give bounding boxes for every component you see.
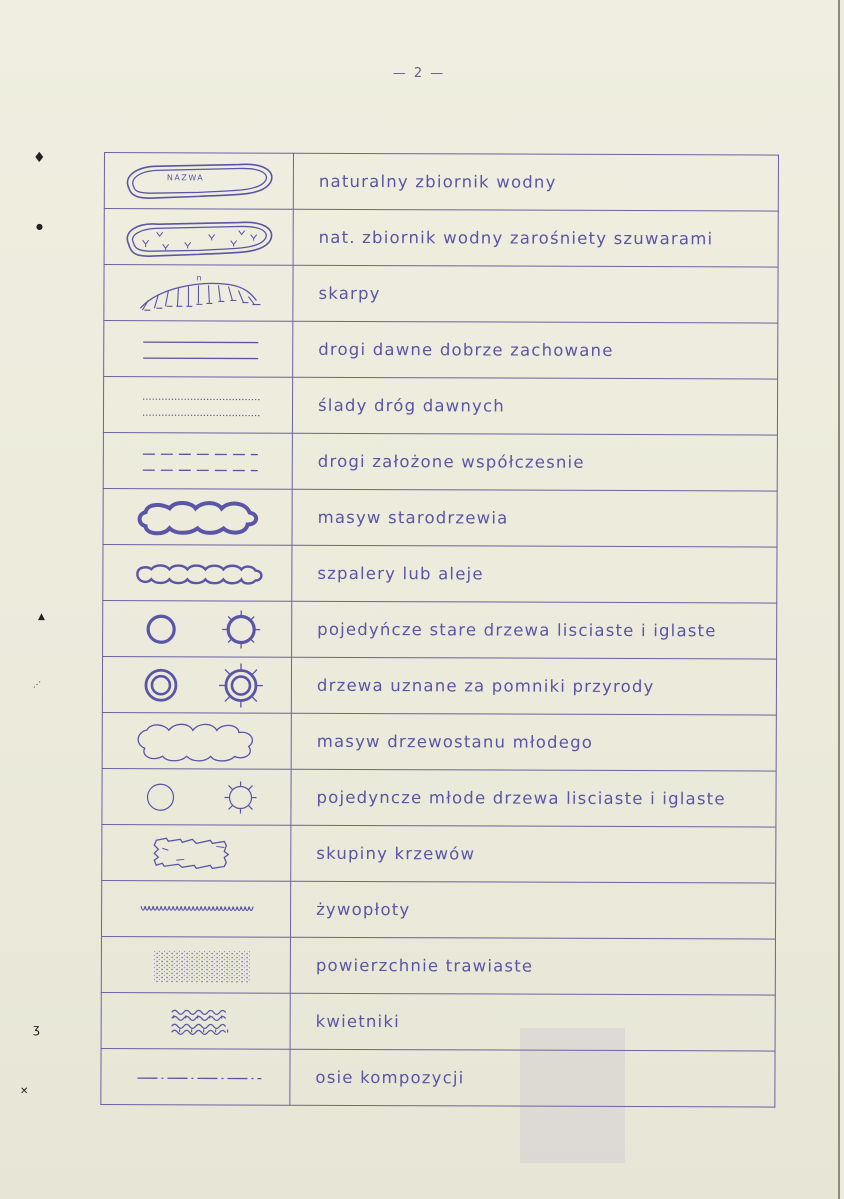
margin-mark: ♦ (33, 150, 46, 166)
legend-row (104, 209, 778, 268)
young-forest-icon (117, 716, 277, 767)
old-forest-icon (118, 494, 278, 541)
legend-row (102, 712, 776, 771)
legend-row (101, 880, 775, 939)
legend-row (104, 321, 778, 380)
legend-label: skupiny krzewów (291, 825, 776, 883)
legend-label: żywopłoty (290, 881, 775, 939)
monument-trees-icon (117, 660, 277, 711)
dotted-lines-icon (118, 382, 278, 429)
legend-row (101, 936, 775, 995)
legend-symbol-cell (103, 377, 292, 434)
legend-label: szpalery lub aleje (292, 545, 777, 603)
escarpment-icon (118, 270, 278, 317)
legend-label: pojedyncze młode drzewa lisciaste i iglaste (291, 769, 776, 827)
lake-icon (119, 158, 279, 205)
legend-label: drogi dawne dobrze zachowane (293, 321, 778, 379)
page-number: — 2 — (392, 66, 446, 81)
legend-table (100, 152, 779, 1108)
margin-mark: ✕ (20, 1086, 29, 1097)
legend-row (103, 377, 777, 436)
flowerbed-icon (116, 996, 276, 1047)
legend-symbol-cell (102, 824, 291, 881)
legend-symbol-cell (101, 936, 290, 993)
legend-symbol-cell (104, 209, 293, 266)
legend-row (101, 992, 775, 1051)
legend-row (102, 768, 776, 827)
legend-label: skarpy (293, 265, 778, 323)
legend-symbol-cell (104, 265, 293, 322)
legend-label: drogi założone współczesnie (292, 433, 777, 491)
margin-mark: ⋰ (33, 680, 41, 689)
legend-row (103, 600, 777, 659)
legend-symbol-cell (103, 600, 292, 657)
margin-mark: ● (36, 222, 43, 231)
legend-row (104, 153, 778, 212)
legend-label: drzewa uznane za pomniki przyrody (291, 657, 776, 715)
legend-row (103, 488, 777, 547)
legend-label: nat. zbiornik wodny zarośniety szuwarami (293, 209, 778, 267)
shrubs-icon (116, 828, 276, 879)
avenue-icon (117, 550, 277, 597)
legend-symbol-cell (102, 712, 291, 769)
hedge-icon (116, 886, 276, 933)
legend-label: kwietniki (290, 993, 775, 1051)
old-trees-icon (117, 604, 277, 655)
margin-mark: ▲ (38, 612, 45, 622)
legend-row (103, 544, 777, 603)
legend-symbol-cell (102, 768, 291, 825)
reed-lake-icon (119, 214, 279, 261)
legend-symbol-cell (104, 153, 293, 210)
legend-symbol-cell (101, 880, 290, 937)
axis-icon (115, 1054, 275, 1101)
legend-label: pojedyńcze stare drzewa lisciaste i iglaste (292, 601, 777, 659)
legend-label: powierzchnie trawiaste (290, 937, 775, 995)
legend-symbol-cell (103, 488, 292, 545)
legend-symbol-cell (101, 992, 290, 1049)
legend-label: ślady dróg dawnych (292, 377, 777, 435)
lake-name-text: NAZWA (166, 172, 205, 182)
legend-row (101, 1048, 775, 1107)
legend-row (104, 265, 778, 324)
dashed-lines-icon (118, 438, 278, 485)
legend-label: osie kompozycji (290, 1049, 775, 1107)
legend-label: masyw starodrzewia (292, 489, 777, 547)
svg-text:n: n (196, 272, 202, 282)
legend-label: naturalny zbiornik wodny (293, 153, 778, 211)
grass-icon (116, 940, 276, 991)
legend-symbol-cell (101, 1048, 290, 1105)
solid-lines-icon (118, 326, 278, 373)
legend-row (102, 656, 776, 715)
legend-row (102, 824, 776, 883)
legend-symbol-cell (104, 321, 293, 378)
margin-mark: ʒ (33, 1022, 40, 1036)
legend-symbol-cell (103, 544, 292, 601)
legend-label: masyw drzewostanu młodego (291, 713, 776, 771)
legend-row (103, 432, 777, 491)
legend-symbol-cell (103, 432, 292, 489)
young-trees-icon (116, 772, 276, 823)
legend-symbol-cell (102, 656, 291, 713)
